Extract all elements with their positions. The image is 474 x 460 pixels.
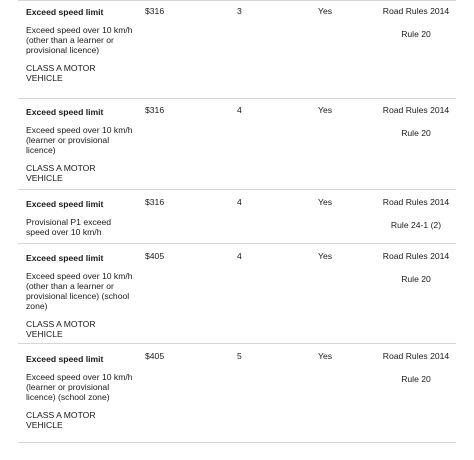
penalty-amount: $405 xyxy=(145,351,165,361)
legislation-rule: Rule 24-1 (2) xyxy=(390,220,442,230)
licence-value: Yes xyxy=(318,251,333,261)
offence-cell xyxy=(26,199,134,237)
penalty-amount: $316 xyxy=(145,6,165,16)
penalty-amount: $316 xyxy=(145,197,165,207)
table-row xyxy=(18,99,456,190)
vehicle-class: CLASS A MOTOR VEHICLE xyxy=(26,163,96,183)
legislation-act: Road Rules 2014 xyxy=(382,351,450,361)
legislation-rule: Rule 20 xyxy=(401,29,431,39)
vehicle-class: CLASS A MOTOR VEHICLE xyxy=(26,63,96,83)
licence-value: Yes xyxy=(318,197,333,207)
table-row xyxy=(18,0,456,99)
demerit-points: 3 xyxy=(237,6,242,16)
vehicle-class: CLASS A MOTOR VEHICLE xyxy=(26,410,96,430)
offence-title: Exceed speed limit xyxy=(26,7,104,17)
offence-title: Exceed speed limit xyxy=(26,199,104,209)
legislation-cell xyxy=(378,197,454,230)
licence-value: Yes xyxy=(318,105,333,115)
offence-description: Exceed speed over 10 km/h (learner or provisional licence) (school zone) xyxy=(26,372,133,402)
offence-cell xyxy=(26,253,134,339)
legislation-rule: Rule 20 xyxy=(401,274,431,284)
legislation-rule: Rule 20 xyxy=(401,128,431,138)
offence-table xyxy=(18,0,456,443)
demerit-points: 4 xyxy=(237,251,242,261)
demerit-points: 4 xyxy=(237,105,242,115)
demerit-points: 5 xyxy=(237,351,242,361)
legislation-act: Road Rules 2014 xyxy=(382,105,450,115)
demerit-points: 4 xyxy=(237,197,242,207)
legislation-cell xyxy=(378,105,454,138)
licence-value: Yes xyxy=(318,351,333,361)
penalty-amount: $316 xyxy=(145,105,165,115)
legislation-cell xyxy=(378,6,454,39)
legislation-act: Road Rules 2014 xyxy=(382,251,450,261)
table-row xyxy=(18,244,456,344)
legislation-cell xyxy=(378,251,454,284)
offence-cell xyxy=(26,7,134,83)
offence-cell xyxy=(26,107,134,183)
legislation-act: Road Rules 2014 xyxy=(382,6,450,16)
offence-description: Exceed speed over 10 km/h (other than a learner or provisional licence) xyxy=(26,25,133,55)
legislation-act: Road Rules 2014 xyxy=(382,197,450,207)
offence-description: Provisional P1 exceed speed over 10 km/h xyxy=(26,217,112,237)
offence-cell xyxy=(26,354,134,430)
legislation-cell xyxy=(378,351,454,384)
offence-title: Exceed speed limit xyxy=(26,107,104,117)
offence-description: Exceed speed over 10 km/h (other than a learner or provisional licence) (school zone) xyxy=(26,271,133,311)
legislation-rule: Rule 20 xyxy=(401,374,431,384)
offence-title: Exceed speed limit xyxy=(26,253,104,263)
licence-value: Yes xyxy=(318,6,333,16)
table-row xyxy=(18,190,456,244)
penalty-amount: $405 xyxy=(145,251,165,261)
offence-title: Exceed speed limit xyxy=(26,354,104,364)
offence-description: Exceed speed over 10 km/h (learner or provisional licence) xyxy=(26,125,133,155)
vehicle-class: CLASS A MOTOR VEHICLE xyxy=(26,319,96,339)
table-row xyxy=(18,344,456,443)
